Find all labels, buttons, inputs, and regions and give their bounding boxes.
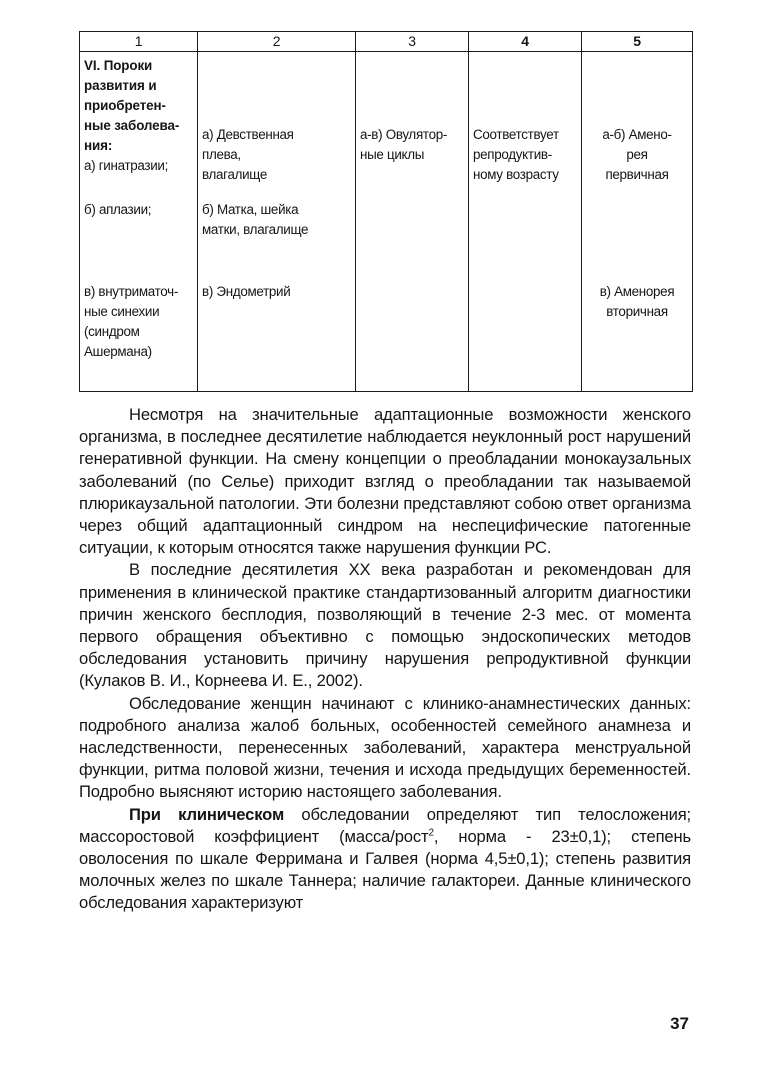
table-cell xyxy=(80,52,198,186)
superscript: 2 xyxy=(428,827,434,839)
paragraph: В последние десятилетия XX века разработан и рекомендован для применения в клинической практике стандартизованный алгоритм диагностики причин женского бесплодия, позволяющий в течение 2-3 мес. от момента первого обращения объективно с помощью эндоскопических методов обследования установить причину нарушения репродуктивной функции (Кулаков В. И., Корнеева И. Е., 2002). xyxy=(79,560,691,691)
cell-text: Соответствует репродуктив- ному возрасту xyxy=(473,127,559,183)
classification-table xyxy=(79,31,693,392)
cell-text: а-б) Амено- рея первичная xyxy=(602,127,672,183)
cell-text: в) Аменорея вторичная xyxy=(599,284,675,320)
table-cell xyxy=(582,266,693,391)
table-header-cell: 1 xyxy=(80,32,198,52)
table-header-cell: 5 xyxy=(582,32,693,52)
table-header-cell: 2 xyxy=(198,32,356,52)
row-label: а) гинатразии; xyxy=(84,158,169,173)
paragraph xyxy=(79,804,691,915)
table-row xyxy=(80,266,693,391)
table-cell xyxy=(356,185,469,266)
paragraph: Несмотря на значительные адаптационные возможности женского организма, в последнее десятилетие наблюдается неуклонный рост нарушений генеративной функции. На смену концепции о преобладании монокаузальных заболеваний (по Селье) приходит взгляд о преобладании так называемой плюрикаузальной патологии. Эти болезни представляют собою ответ организма через общий адаптационный синдром на неспецифические патогенные ситуации, к которым относятся также нарушения функции РС. xyxy=(79,405,691,558)
table-cell xyxy=(582,52,693,186)
row-label: б) аплазии; xyxy=(84,202,152,218)
paragraph-text: обследовании определяют тип телосложения; массоростовой коэффициент (масса/рост xyxy=(79,804,691,846)
cell-text: б) Матка, шейка матки, влагалище xyxy=(202,202,309,238)
cell-text: а-в) Овулятор- ные циклы xyxy=(360,127,448,163)
table-cell xyxy=(469,52,582,186)
table-cell xyxy=(582,185,693,266)
table-cell xyxy=(469,185,582,266)
cell-text: а) Девственная плева, влагалище xyxy=(202,127,294,183)
paragraph-text: , норма - 23±0,1); степень оволосения по шкале Ферримана и Галвея (норма 4,5±0,1); степень развития молочных желез по шкале Таннера; наличие галактореи. Данные клинического обследования характеризуют xyxy=(79,826,691,913)
bold-lead: При клиническом xyxy=(129,804,285,824)
table-cell xyxy=(80,185,198,266)
table-cell xyxy=(198,52,356,186)
table-header-cell: 3 xyxy=(356,32,469,52)
table-row xyxy=(80,185,693,266)
cell-text: в) Эндометрий xyxy=(202,284,291,300)
table-header-cell: 4 xyxy=(469,32,582,52)
paragraph: Обследование женщин начинают с клинико-анамнестических данных: подробного анализа жалоб больных, особенностей семейного анамнеза и наследственности, перенесенных заболеваний, характера менструальной функции, ритма половой жизни, течения и исхода предыдущих беременностей. Подробно выясняют историю настоящего заболевания. xyxy=(79,693,691,802)
body-text xyxy=(79,404,691,915)
table-header-row xyxy=(80,32,693,52)
page-number: 37 xyxy=(670,1014,689,1033)
table-cell xyxy=(198,185,356,266)
row-label: в) внутриматоч- ные синехии (синдром Ашермана) xyxy=(84,284,178,360)
section-title: VI. Пороки развития и приобретен- ные заболева- ния: xyxy=(84,58,180,153)
table-cell xyxy=(80,266,198,391)
table-row xyxy=(80,52,693,186)
table-cell xyxy=(198,266,356,391)
table-cell xyxy=(356,266,469,391)
table-cell xyxy=(469,266,582,391)
table-cell xyxy=(356,52,469,186)
